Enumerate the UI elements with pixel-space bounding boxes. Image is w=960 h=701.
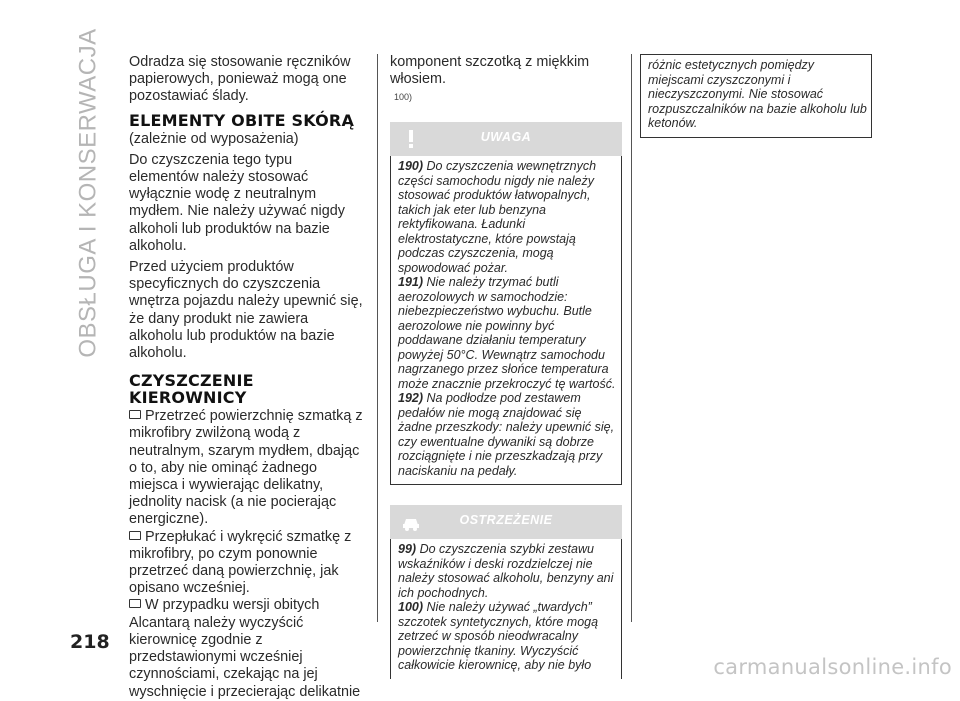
warning-note: 190) Do czyszczenia wewnętrznych części samochodu nigdy nie należy stosować produktów łatwopalnych, takich jak eter lub benzyna rektyfikowana. Ładunki elektrostatyczne, które powstają podczas czyszczenia, mogą spowodować pożar. [398,159,597,275]
caution-note: różnic estetycznych pomiędzy miejscami czyszczonymi i nieczyszczonymi. Nie stosować rozpuszczalników na bazie alkoholu lub ketonów. [648,58,867,130]
warning-box [390,156,622,485]
note-reference: 100) [394,92,413,103]
warning-note: 192) Na podłodze pod zestawem pedałów nie mogą znajdować się żadne przeszkody: należy upewnić się, czy ewentualne dywaniki są dobrze rozciągnięte i nie przeszkadzają przy naciskaniu na pedały. [398,391,615,478]
section-heading: ELEMENTY OBITE SKÓRĄ [129,110,355,130]
paragraph: komponent szczotką z miękkim włosiem. [390,54,590,88]
paragraph: Do czyszczenia tego typu elementów należy stosować wyłącznie wodę z neutralnym mydłem. Nie należy używać nigdy alkoholi lub produktów na bazie alkoholu. [129,151,345,254]
paragraph: Przed użyciem produktów specyficznych do czyszczenia wnętrza pojazdu należy upewnić się, że dany produkt nie zawiera alkoholu lub produktów na bazie alkoholu. [129,259,363,362]
car-bullet-icon [129,531,141,540]
list-item: Przetrzeć powierzchnię szmatką z mikrofibry zwilżoną wodą z neutralnym, szarym mydłem, dbając o to, aby nie ominąć żadnego miejsca i wywierając delikatny, jednolity nacisk (a nie pocierając energiczne). [129,408,363,528]
column-divider [631,54,632,622]
warning-note: 191) Nie należy trzymać butli aerozolowych w samochodzie: niebezpieczeństwo wybuchu. Butle aerozolowe nie powinny być poddawane działaniu temperatury powyżej 50°C. Wewnątrz samochodu nagrzanego przez słońce temperatura może znacznie przekroczyć tę wartość. [398,275,616,391]
list-item: W przypadku wersji obitych Alcantarą należy wyczyścić kierownicę zgodnie z przedstawionymi wcześniej czynnościami, czekając na jej wyschnięcie i przecierając delikatnie [129,597,361,700]
column-3 [640,54,872,138]
watermark: carmanualsonline.info [713,655,952,679]
column-divider [377,54,378,622]
caution-header: OSTRZEŻENIE [390,505,622,539]
caution-box [390,539,622,679]
section-heading: CZYSZCZENIE KIEROWNICY [129,371,254,408]
caution-note: 100) Nie należy używać „twardych” szczotek syntetycznych, które mogą zetrzeć w sposób nieodwracalny powierzchnię tkaniny. Wyczyścić całkowicie kierownicę, aby nie było [398,600,599,673]
page-number: 218 [70,631,110,653]
paragraph: (zależnie od wyposażenia) [129,130,299,147]
column-1 [129,54,365,701]
section-title: OBSŁUGA I KONSERWACJA [75,28,102,358]
caution-box-continued [640,54,872,138]
column-2 [390,54,622,679]
warning-header: UWAGA [390,122,622,156]
list-item: Przepłukać i wykręcić szmatkę z mikrofibry, po czym ponownie przetrzeć daną powierzchnię, jak opisano wcześniej. [129,528,352,597]
car-bullet-icon [129,410,141,419]
caution-note: 99) Do czyszczenia szybki zestawu wskaźników i deski rozdzielczej nie należy stosować alkoholu, benzyny ani ich pochodnych. [398,542,614,600]
paragraph: Odradza się stosowanie ręczników papierowych, ponieważ mogą one pozostawiać ślady. [129,54,351,105]
car-bullet-icon [129,599,141,608]
